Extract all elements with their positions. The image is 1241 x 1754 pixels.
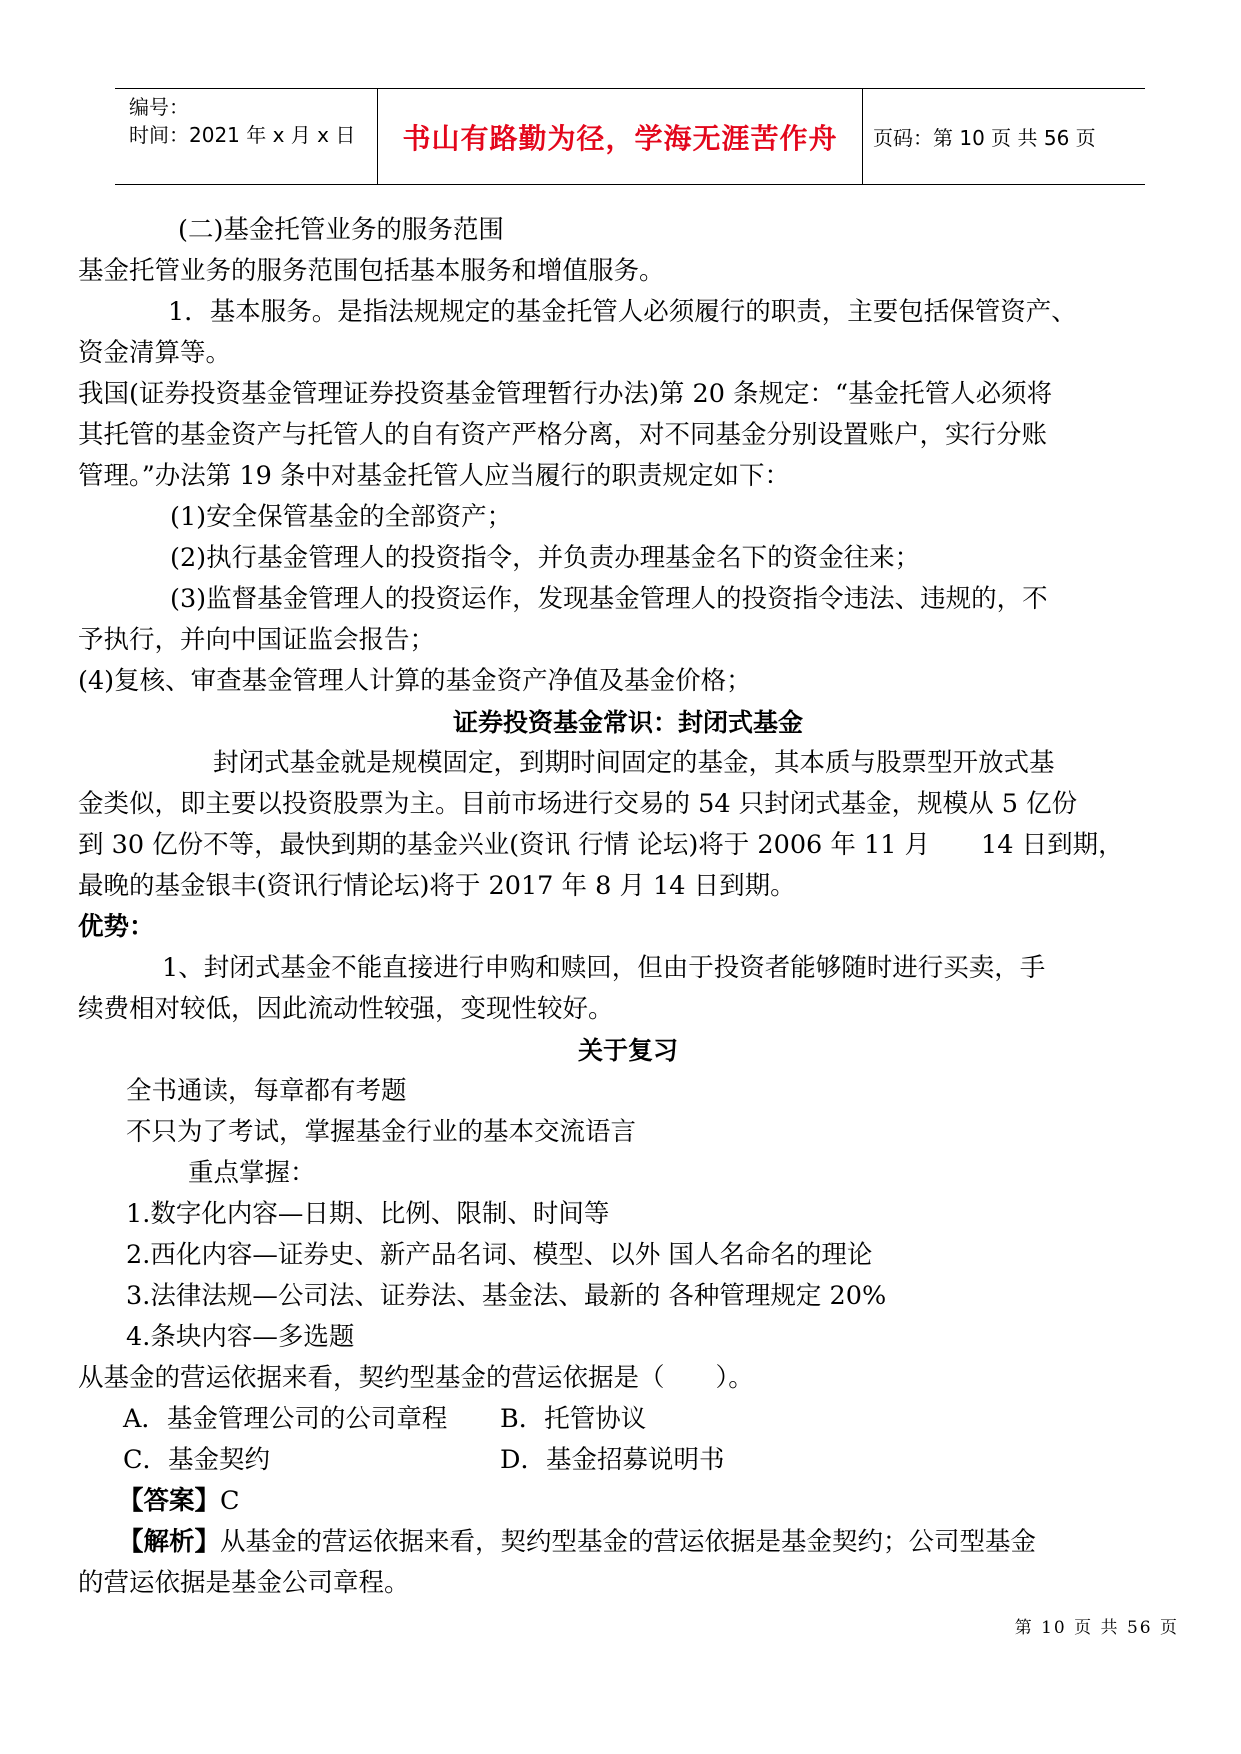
options-row-1 — [78, 1399, 1178, 1440]
time-label: 时间：2021 年 x 月 x 日 — [129, 123, 356, 147]
document-body — [78, 210, 1178, 1604]
section-title: (二)基金托管业务的服务范围 — [178, 215, 504, 245]
paragraph: 全书通读，每章都有考题 — [126, 1076, 407, 1106]
option-c: C．基金契约 — [123, 1445, 271, 1475]
heading-closed-fund: 证券投资基金常识：封闭式基金 — [452, 708, 803, 737]
list-item: (3)监督基金管理人的投资运作，发现基金管理人的投资指令违法、违规的，不 — [170, 584, 1048, 614]
options-row-2 — [78, 1440, 1178, 1481]
paragraph: 我国(证券投资基金管理证券投资基金管理暂行办法)第 20 条规定：“基金托管人必须将 — [78, 379, 1053, 409]
paragraph: 续费相对较低，因此流动性较强，变现性较好。 — [78, 994, 614, 1024]
analysis-continuation: 的营运依据是基金公司章程。 — [78, 1568, 410, 1598]
number-label: 编号： — [129, 95, 189, 119]
paragraph: 封闭式基金就是规模固定，到期时间固定的基金，其本质与股票型开放式基 — [213, 748, 1055, 778]
option-b: B．托管协议 — [500, 1404, 647, 1434]
advantage-label: 优势： — [78, 912, 155, 942]
paragraph: 予执行，并向中国证监会报告； — [78, 625, 436, 655]
list-item: 3.法律法规—公司法、证券法、基金法、最新的 各种管理规定 20% — [126, 1281, 887, 1311]
option-d: D．基金招募说明书 — [500, 1445, 725, 1475]
motto: 书山有路勤为径，学海无涯苦作舟 — [377, 89, 863, 184]
list-item: (1)安全保管基金的全部资产； — [170, 502, 513, 532]
paragraph: 最晚的基金银丰(资讯行情论坛)将于 2017 年 8 月 14 日到期。 — [78, 871, 796, 901]
list-item: (4)复核、审查基金管理人计算的基金资产净值及基金价格； — [78, 666, 752, 696]
list-item: 2.西化内容—证券史、新产品名词、模型、以外 国人名命名的理论 — [126, 1240, 873, 1270]
paragraph: 其托管的基金资产与托管人的自有资产严格分离，对不同基金分别设置账户，实行分账 — [78, 420, 1048, 450]
paragraph: 资金清算等。 — [78, 338, 232, 368]
list-item: 1.数字化内容—日期、比例、限制、时间等 — [126, 1199, 610, 1229]
answer-value: C — [220, 1486, 240, 1516]
heading-review: 关于复习 — [577, 1036, 678, 1065]
analysis-text: 从基金的营运依据来看，契约型基金的营运依据是基金契约；公司型基金 — [220, 1527, 1037, 1557]
analysis — [78, 1522, 1178, 1563]
option-a: A．基金管理公司的公司章程 — [123, 1404, 448, 1434]
paragraph: 基金托管业务的服务范围包括基本服务和增值服务。 — [78, 256, 665, 286]
header-meta — [115, 89, 377, 184]
paragraph: 1、封闭式基金不能直接进行申购和赎回，但由于投资者能够随时进行买卖，手 — [162, 953, 1046, 983]
question: 从基金的营运依据来看，契约型基金的营运依据是（ ）。 — [78, 1363, 754, 1393]
analysis-label: 【解析】 — [118, 1527, 221, 1557]
list-item: (2)执行基金管理人的投资指令，并负责办理基金名下的资金往来； — [170, 543, 921, 573]
page-label: 页码：第 10 页 共 56 页 — [873, 126, 1096, 150]
paragraph: 1．基本服务。是指法规规定的基金托管人必须履行的职责，主要包括保管资产、 — [168, 297, 1077, 327]
paragraph: 金类似，即主要以投资股票为主。目前市场进行交易的 54 只封闭式基金，规模从 5 亿份 — [78, 789, 1078, 819]
paragraph: 到 30 亿份不等，最快到期的基金兴业(资讯 行情 论坛)将于 2006 年 11 月 14 日到期， — [78, 830, 1124, 860]
header-table — [115, 88, 1145, 185]
answer — [78, 1481, 1178, 1522]
paragraph: 不只为了考试，掌握基金行业的基本交流语言 — [126, 1117, 637, 1147]
answer-label: 【答案】 — [118, 1486, 221, 1516]
page-footer: 第 10 页 共 56 页 — [1014, 1618, 1179, 1638]
paragraph: 管理。”办法第 19 条中对基金托管人应当履行的职责规定如下： — [78, 461, 790, 491]
list-item: 4.条块内容—多选题 — [126, 1322, 355, 1352]
paragraph: 重点掌握： — [188, 1158, 316, 1188]
